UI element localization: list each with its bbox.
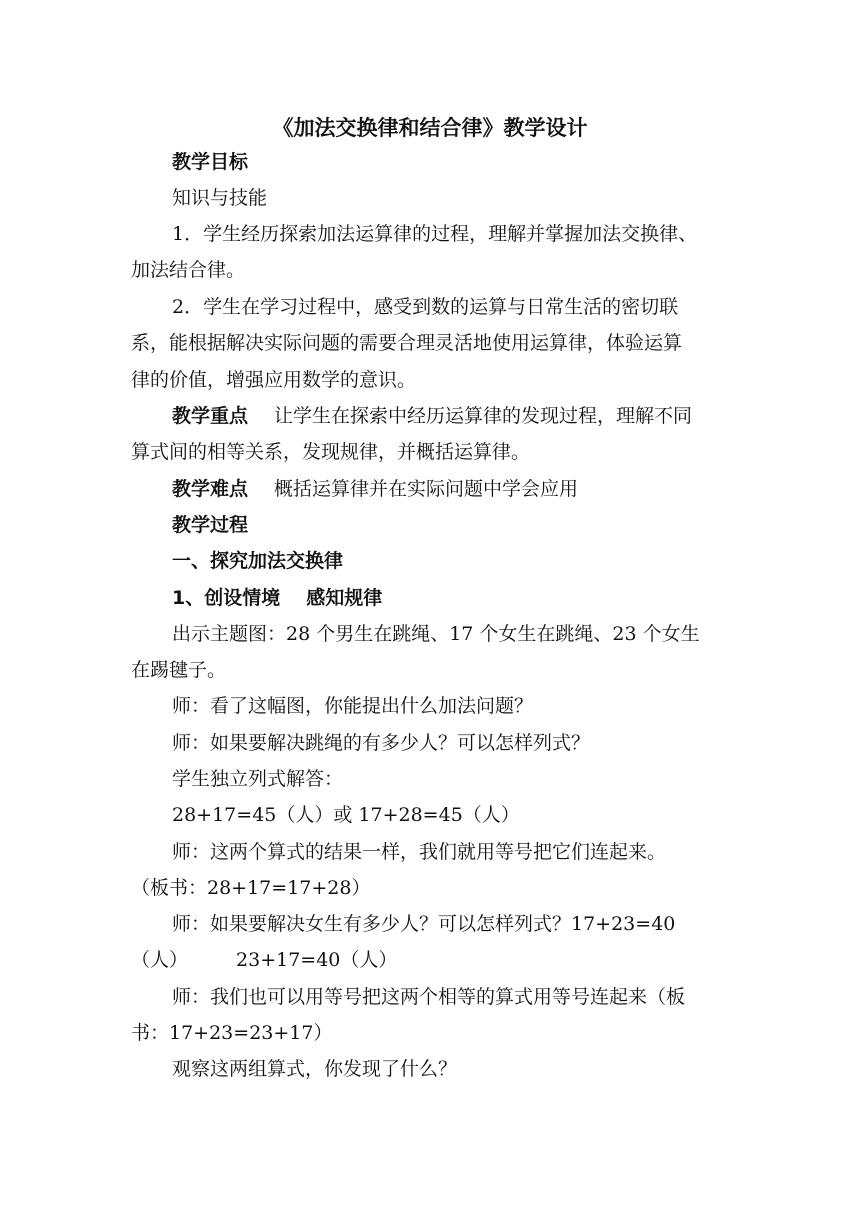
difficulty-text: 概括运算律并在实际问题中学会应用 (274, 478, 579, 500)
difficulty-line (172, 475, 578, 503)
p7-line1: 师：如果要解决女生有多少人？可以怎样列式？17+23=40 (172, 913, 676, 935)
key-point-line1 (172, 402, 692, 430)
knowledge-heading: 知识与技能 (172, 187, 268, 209)
p4: 学生独立列式解答： (172, 768, 344, 790)
key-point-line2: 算式间的相等关系，发现规律，并概括运算律。 (131, 441, 531, 463)
p5: 28+17=45（人）或 17+28=45（人） (172, 804, 520, 826)
p7-equation: 23+17=40（人） (236, 949, 398, 971)
p7-unit: （人） (131, 949, 189, 971)
step1-heading-a: 1、创设情境 (172, 587, 281, 609)
step1-heading-b: 感知规律 (306, 587, 383, 609)
goal2-line1: 2．学生在学习过程中，感受到数的运算与日常生活的密切联 (172, 296, 679, 318)
document-title: 《加法交换律和结合律》教学设计 (272, 116, 588, 140)
key-point-text: 让学生在探索中经历运算律的发现过程，理解不同 (274, 405, 693, 427)
goal2-line2: 系，能根据解决实际问题的需要合理灵活地使用运算律，体验运算 (131, 332, 683, 354)
goal2-line3: 律的价值，增强应用数学的意识。 (131, 369, 417, 391)
p6-line1: 师：这两个算式的结果一样，我们就用等号把它们连起来。 (172, 841, 667, 863)
p7-line2 (131, 946, 397, 974)
part1-heading: 一、探究加法交换律 (172, 550, 344, 572)
difficulty-label: 教学难点 (172, 478, 249, 500)
p6-line2: （板书：28+17=17+28） (131, 877, 371, 899)
step1-heading (172, 584, 382, 612)
p2: 师：看了这幅图，你能提出什么加法问题？ (172, 695, 534, 717)
objectives-heading: 教学目标 (172, 151, 249, 173)
goal1-line1: 1．学生经历探索加法运算律的过程，理解并掌握加法交换律、 (172, 223, 698, 245)
p1-line2: 在踢毽子。 (131, 659, 227, 681)
goal1-line2: 加法结合律。 (131, 259, 246, 281)
p1-line1: 出示主题图：28 个男生在跳绳、17 个女生在跳绳、23 个女生 (172, 623, 700, 645)
p8-line1: 师：我们也可以用等号把这两个相等的算式用等号连起来（板 (172, 986, 686, 1008)
p3: 师：如果要解决跳绳的有多少人？可以怎样列式？ (172, 732, 591, 754)
p9: 观察这两组算式，你发现了什么？ (172, 1058, 458, 1080)
process-heading: 教学过程 (172, 514, 249, 536)
key-point-label: 教学重点 (172, 405, 249, 427)
p8-line2: 书：17+23=23+17） (131, 1022, 333, 1044)
